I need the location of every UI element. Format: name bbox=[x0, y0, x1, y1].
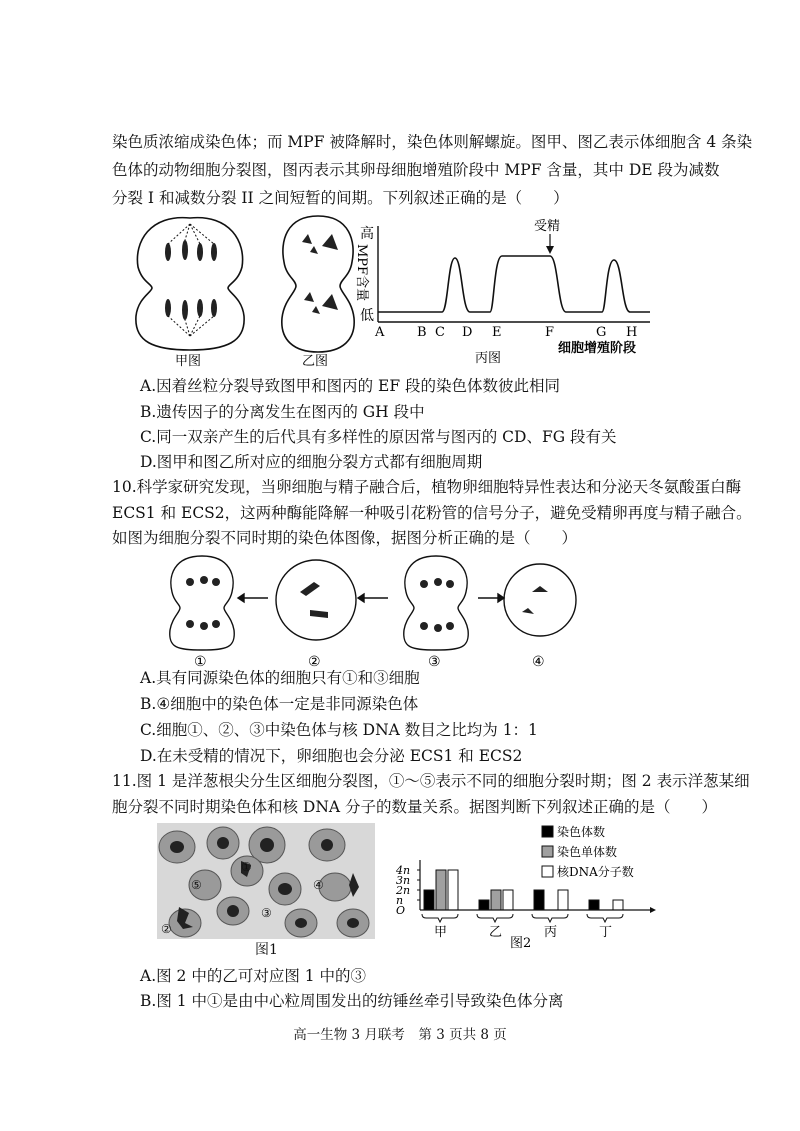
micro-label-4: ④ bbox=[313, 878, 324, 892]
q10-option-c: C.细胞①、②、③中染色体与核 DNA 数目之比均为 1：1 bbox=[140, 721, 538, 739]
tick-b: B bbox=[417, 325, 427, 340]
q11-line-1: 11.图 1 是洋葱根尖分生区细胞分裂图，①～⑤表示不同的细胞分裂时期；图 2 表示洋葱某细 bbox=[112, 772, 750, 790]
bar-甲-核DNA分子数 bbox=[448, 870, 458, 910]
micro-label-1: ① bbox=[241, 860, 252, 874]
category-label: 甲 bbox=[434, 925, 448, 940]
category-brace bbox=[422, 914, 458, 922]
intro-line-1: 染色质浓缩成染色体；而 MPF 被降解时，染色体则解螺旋。图甲、图乙表示体细胞含 4 条染 bbox=[112, 133, 753, 151]
tick-h: H bbox=[626, 325, 638, 340]
q9-option-d: D.图甲和图乙所对应的细胞分裂方式都有细胞周期 bbox=[140, 453, 483, 471]
q11-option-a: A.图 2 中的乙可对应图 1 中的③ bbox=[140, 967, 367, 985]
q9-option-b: B.遗传因子的分离发生在图丙的 GH 段中 bbox=[140, 403, 425, 421]
cell-yi-drawing bbox=[282, 216, 354, 352]
figure-1-caption: 图1 bbox=[255, 942, 278, 958]
y-tick-label: 3n bbox=[396, 874, 411, 887]
legend-label: 染色单体数 bbox=[557, 845, 618, 859]
micro-label-5: ⑤ bbox=[191, 878, 202, 892]
y-low: 低 bbox=[360, 308, 374, 324]
category-brace bbox=[587, 914, 623, 922]
tick-d: D bbox=[462, 325, 473, 340]
q10-option-d: D.在未受精的情况下，卵细胞也会分泌 ECS1 和 ECS2 bbox=[140, 747, 523, 765]
bing-caption: 丙图 bbox=[475, 351, 502, 366]
cell-3-label: ③ bbox=[428, 654, 441, 670]
tick-e: E bbox=[492, 325, 502, 340]
bar-乙-染色体数 bbox=[479, 900, 489, 910]
micro-label-2: ② bbox=[161, 922, 172, 936]
y-tick-label: n bbox=[396, 894, 404, 907]
q10-line-1: 10.科学家研究发现，当卵细胞与精子融合后，植物卵细胞特异性表达和分泌天冬氨酸蛋白酶 bbox=[112, 478, 742, 496]
q10-option-a: A.具有同源染色体的细胞只有①和③细胞 bbox=[140, 669, 420, 687]
figure-2-caption: 图2 bbox=[510, 936, 532, 951]
legend-label: 染色体数 bbox=[557, 825, 606, 839]
q10-line-2: ECS1 和 ECS2，这两种酶能降解一种吸引花粉管的信号分子，避免受精卵再度与精子融合。 bbox=[112, 504, 752, 522]
y-high: 高 bbox=[360, 226, 374, 242]
bar-甲-染色体数 bbox=[424, 890, 434, 910]
y-tick-label: 4n bbox=[396, 864, 411, 877]
bar-乙-核DNA分子数 bbox=[503, 890, 513, 910]
mpf-curve bbox=[378, 256, 650, 312]
mpf-curve-chart bbox=[354, 218, 650, 366]
x-axis-label: 细胞增殖阶段 bbox=[558, 341, 637, 356]
bar-丁-核DNA分子数 bbox=[613, 900, 623, 910]
cell-4-label: ④ bbox=[532, 654, 545, 670]
y-axis-label: MPF含量 bbox=[354, 244, 369, 302]
category-brace bbox=[477, 914, 513, 922]
tick-c: C bbox=[435, 325, 445, 340]
legend-swatch bbox=[542, 846, 553, 857]
bar-丙-染色体数 bbox=[534, 890, 544, 910]
legend-label: 核DNA分子数 bbox=[557, 865, 634, 879]
cell-1-label: ① bbox=[194, 654, 207, 670]
bar-乙-染色单体数 bbox=[491, 890, 501, 910]
bar-丙-核DNA分子数 bbox=[558, 890, 568, 910]
tick-a: A bbox=[375, 325, 385, 340]
q9-option-c: C.同一双亲产生的后代具有多样性的原因常与图丙的 CD、FG 段有关 bbox=[140, 428, 617, 446]
page-footer: 高一生物 3 月联考 第 3 页共 8 页 bbox=[293, 1027, 507, 1043]
q9-option-a: A.因着丝粒分裂导致图甲和图丙的 EF 段的染色体数彼此相同 bbox=[140, 377, 561, 395]
legend-swatch bbox=[542, 866, 553, 877]
figure-9 bbox=[130, 212, 670, 372]
tick-f: F bbox=[545, 325, 555, 340]
bar-甲-染色单体数 bbox=[436, 870, 446, 910]
figure-1-micrograph bbox=[157, 823, 375, 939]
tick-g: G bbox=[596, 325, 607, 340]
figure-10 bbox=[160, 552, 600, 670]
category-label: 丁 bbox=[599, 925, 613, 940]
category-brace bbox=[532, 914, 568, 922]
y-tick-label: O bbox=[396, 904, 406, 917]
intro-line-2: 色体的动物细胞分裂图，图丙表示其卵母细胞增殖阶段中 MPF 含量，其中 DE 段为减数 bbox=[112, 161, 720, 179]
q10-option-b: B.④细胞中的染色体一定是非同源染色体 bbox=[140, 695, 419, 713]
y-tick-label: 2n bbox=[396, 884, 411, 897]
category-label: 丙 bbox=[544, 925, 558, 940]
q10-line-3: 如图为细胞分裂不同时期的染色体图像，据图分析正确的是（ ） bbox=[112, 529, 578, 547]
category-label: 乙 bbox=[489, 925, 503, 940]
cell-2-label: ② bbox=[308, 654, 321, 670]
legend-swatch bbox=[542, 826, 553, 837]
fertilize-label: 受精 bbox=[534, 219, 561, 234]
q11-line-2: 胞分裂不同时期染色体和核 DNA 分子的数量关系。据图判断下列叙述正确的是（ ） bbox=[112, 798, 718, 816]
figure-2-chart bbox=[392, 822, 662, 952]
cell-jia-drawing bbox=[136, 218, 244, 350]
yi-caption: 乙图 bbox=[302, 354, 329, 369]
intro-line-3: 分裂 I 和减数分裂 II 之间短暂的间期。下列叙述正确的是（ ） bbox=[112, 189, 569, 207]
micro-label-3: ③ bbox=[261, 906, 272, 920]
jia-caption: 甲图 bbox=[175, 354, 202, 369]
bar-丁-染色体数 bbox=[589, 900, 599, 910]
q11-option-b: B.图 1 中①是由中心粒周围发出的纺锤丝牵引导致染色体分离 bbox=[140, 992, 564, 1010]
